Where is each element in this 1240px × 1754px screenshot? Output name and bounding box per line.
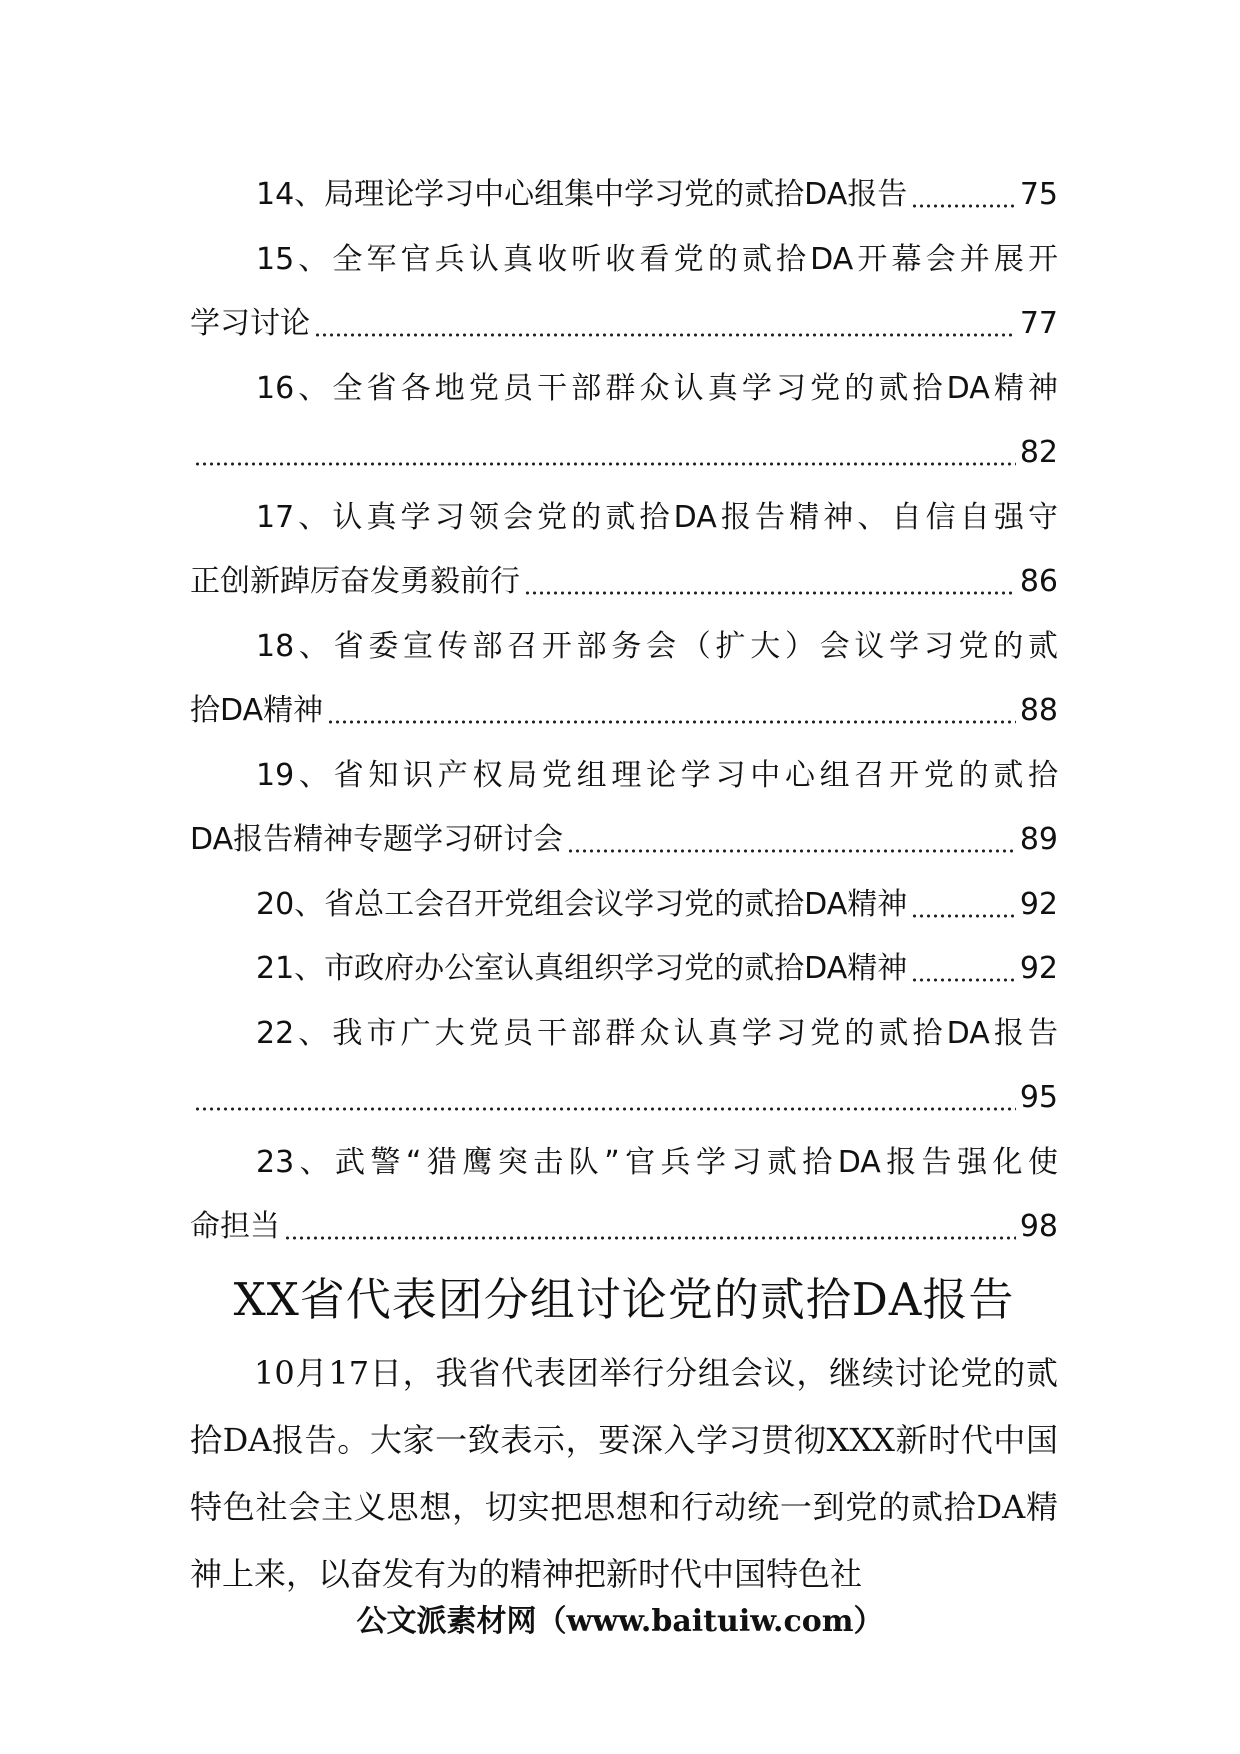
toc-entry-title-cont: 拾DA精神 (190, 693, 324, 728)
dot-leader (524, 591, 1016, 595)
toc-entry-continuation[interactable] (190, 679, 1058, 744)
toc-entry-title-cont: 学习讨论 (190, 306, 310, 341)
toc-page-number: 77 (1019, 306, 1058, 341)
toc-entry[interactable] (190, 163, 1058, 228)
footer-source: 公文派素材网（www.baituiw.com） (356, 1604, 884, 1639)
toc-entry[interactable] (190, 873, 1058, 938)
toc-entry-continuation[interactable] (190, 550, 1058, 615)
toc-page-number: 86 (1019, 564, 1058, 599)
dot-leader (911, 914, 1016, 918)
toc-entry-title-cont: DA报告精神专题学习研讨会 (190, 822, 564, 857)
dot-leader (911, 978, 1016, 982)
toc-page-number: 98 (1019, 1209, 1058, 1244)
toc-entry-title-cont: 正创新踔厉奋发勇毅前行 (190, 564, 520, 599)
toc-entry[interactable] (190, 1131, 1058, 1196)
toc-entry-title: 20、省总工会召开党组会议学习党的贰拾DA精神 (256, 886, 908, 922)
toc-entry-continuation[interactable] (190, 292, 1058, 357)
dot-leader (314, 333, 1016, 337)
toc-entry-continuation[interactable] (190, 808, 1058, 873)
dot-leader (567, 849, 1016, 853)
toc-entry[interactable] (190, 1002, 1058, 1067)
toc-entry-continuation[interactable] (190, 1195, 1058, 1260)
toc-entry-title: 17、认真学习领会党的贰拾DA报告精神、自信自强守 (256, 499, 1058, 535)
toc-page-number: 89 (1019, 822, 1058, 857)
toc-entry-title: 16、全省各地党员干部群众认真学习党的贰拾DA精神 (256, 370, 1058, 406)
toc-entry-title: 21、市政府办公室认真组织学习党的贰拾DA精神 (256, 951, 908, 986)
toc-entry[interactable] (190, 937, 1058, 1002)
toc-page-number: 92 (1019, 951, 1058, 986)
toc-entry-continuation[interactable] (190, 421, 1058, 486)
article-title: XX省代表团分组讨论党的贰拾DA报告 (233, 1273, 1015, 1326)
dot-leader (194, 462, 1016, 466)
toc-entry[interactable] (190, 486, 1058, 551)
dot-leader (194, 1107, 1016, 1111)
toc-entry-continuation[interactable] (190, 1066, 1058, 1131)
toc-page-number: 82 (1019, 435, 1058, 470)
toc-entry[interactable] (190, 744, 1058, 809)
toc-entry-title: 18、省委宣传部召开部务会（扩大）会议学习党的贰 (256, 628, 1058, 664)
toc-entry-title: 23、武警“猎鹰突击队”官兵学习贰拾DA报告强化使 (256, 1144, 1058, 1180)
toc-entry-title: 22、我市广大党员干部群众认真学习党的贰拾DA报告 (256, 1015, 1058, 1051)
dot-leader (327, 720, 1016, 724)
toc-entry-title: 15、全军官兵认真收听收看党的贰拾DA开幕会并展开 (256, 241, 1058, 277)
toc-entry-title-cont: 命担当 (190, 1209, 280, 1244)
table-of-contents (190, 163, 1058, 1260)
toc-page-number: 95 (1019, 1080, 1058, 1115)
toc-page-number: 75 (1019, 177, 1058, 212)
toc-entry[interactable] (190, 615, 1058, 680)
toc-entry-title: 19、省知识产权局党组理论学习中心组召开党的贰拾 (256, 757, 1058, 793)
dot-leader (911, 204, 1016, 208)
toc-entry[interactable] (190, 228, 1058, 293)
toc-entry-title: 14、局理论学习中心组集中学习党的贰拾DA报告 (256, 177, 908, 212)
dot-leader (284, 1236, 1016, 1240)
toc-entry[interactable] (190, 357, 1058, 422)
article-body: 10月17日，我省代表团举行分组会议，继续讨论党的贰拾DA报告。大家一致表示，要深入学习贯彻XXX新时代中国特色社会主义思想，切实把思想和行动统一到党的贰拾DA精神上来，以奋发有为的精神把新时代中国特色社 (190, 1354, 1058, 1593)
toc-page-number: 88 (1019, 693, 1058, 728)
toc-page-number: 92 (1019, 886, 1058, 922)
